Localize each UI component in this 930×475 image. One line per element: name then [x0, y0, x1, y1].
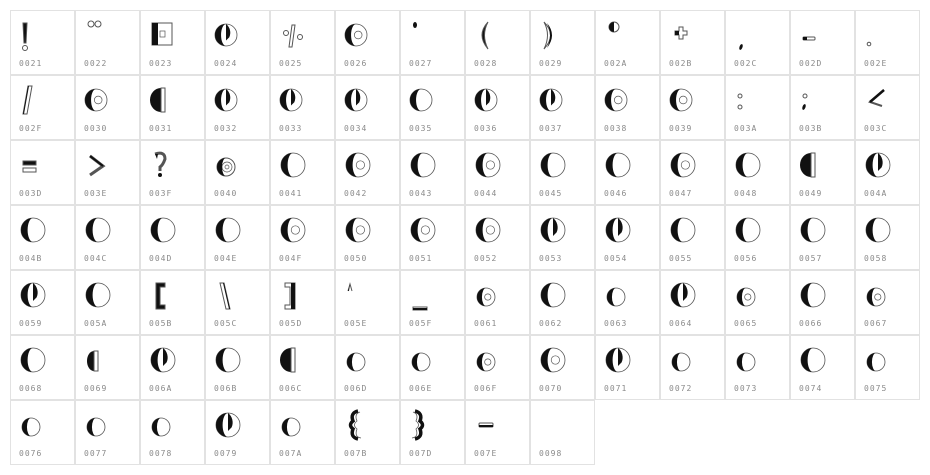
glyph-cell-0069[interactable]	[75, 335, 140, 400]
glyph-code-label: 0064	[669, 319, 693, 328]
glyph-code-label: 0048	[734, 189, 758, 198]
glyph-cell-0029[interactable]	[530, 10, 595, 75]
glyph-cell-0074[interactable]	[790, 335, 855, 400]
glyph-ball-sm-icon	[856, 336, 921, 388]
glyph-cell-0065[interactable]	[725, 270, 790, 335]
glyph-code-label: 0078	[149, 449, 173, 458]
glyph-code-label: 005E	[344, 319, 368, 328]
glyph-code-label: 006C	[279, 384, 303, 393]
glyph-cell-004f[interactable]	[270, 205, 335, 270]
glyph-code-label: 005C	[214, 319, 238, 328]
glyph-half-icon	[141, 76, 206, 128]
glyph-code-label: 0077	[84, 449, 108, 458]
glyph-cell-0049[interactable]	[790, 140, 855, 205]
glyph-ball-sm-icon	[141, 401, 206, 453]
glyph-question-icon	[141, 141, 206, 193]
glyph-cell-0045[interactable]	[530, 140, 595, 205]
glyph-code-label: 0030	[84, 124, 108, 133]
glyph-code-label: 0045	[539, 189, 563, 198]
glyph-cell-0054[interactable]	[595, 205, 660, 270]
glyph-code-label: 0043	[409, 189, 433, 198]
glyph-code-label: 0075	[864, 384, 888, 393]
glyph-empty-icon	[531, 401, 596, 453]
glyph-cell-002d[interactable]	[790, 10, 855, 75]
glyph-cell-0056[interactable]	[725, 205, 790, 270]
glyph-ball-icon	[336, 76, 401, 128]
glyph-equals-icon	[11, 141, 76, 193]
glyph-code-label: 0066	[799, 319, 823, 328]
glyph-ball-sm-icon	[336, 336, 401, 388]
glyph-half-big-icon	[791, 141, 856, 193]
glyph-cell-002c[interactable]	[725, 10, 790, 75]
glyph-code-label: 0031	[149, 124, 173, 133]
glyph-ball-sm-icon	[11, 401, 76, 453]
glyph-cell-006a[interactable]	[140, 335, 205, 400]
glyph-ball-dark-icon	[596, 336, 661, 388]
glyph-ball-c-big-icon	[791, 271, 856, 323]
glyph-code-label: 0032	[214, 124, 238, 133]
glyph-caret-icon	[336, 271, 401, 323]
glyph-cell-003d[interactable]	[10, 140, 75, 205]
glyph-ball-dark-icon	[206, 401, 271, 453]
glyph-code-label: 0055	[669, 254, 693, 263]
glyph-code-label: 005D	[279, 319, 303, 328]
glyph-code-label: 0046	[604, 189, 628, 198]
glyph-cell-0030[interactable]	[75, 75, 140, 140]
glyph-ball-big-icon	[531, 271, 596, 323]
glyph-comma-icon	[726, 11, 791, 63]
glyph-lbracket-icon	[141, 271, 206, 323]
glyph-code-label: 0070	[539, 384, 563, 393]
glyph-cell-0023[interactable]	[140, 10, 205, 75]
glyph-semicolon-icon	[791, 76, 856, 128]
glyph-cell-0041[interactable]	[270, 140, 335, 205]
glyph-cell-007a[interactable]	[270, 400, 335, 465]
glyph-code-label: 002F	[19, 124, 43, 133]
glyph-less-icon	[856, 76, 921, 128]
glyph-code-label: 0026	[344, 59, 368, 68]
glyph-rbrace-icon	[401, 401, 466, 453]
glyph-cell-0027[interactable]	[400, 10, 465, 75]
glyph-ball-c-sm-icon	[596, 271, 661, 323]
glyph-cell-0033[interactable]	[270, 75, 335, 140]
glyph-code-label: 0076	[19, 449, 43, 458]
glyph-code-label: 005A	[84, 319, 108, 328]
glyph-cell-0059[interactable]	[10, 270, 75, 335]
glyph-cell-0066[interactable]	[790, 270, 855, 335]
glyph-code-label: 003C	[864, 124, 888, 133]
glyph-cell-007d[interactable]	[400, 400, 465, 465]
glyph-code-label: 0038	[604, 124, 628, 133]
glyph-ball-big-icon	[271, 141, 336, 193]
glyph-ball-big-icon	[726, 206, 791, 258]
glyph-code-label: 0058	[864, 254, 888, 263]
glyph-quote-icon	[76, 11, 141, 63]
glyph-ball-dark-icon	[596, 206, 661, 258]
glyph-cell-0047[interactable]	[660, 140, 725, 205]
glyph-cell-005c[interactable]	[205, 270, 270, 335]
glyph-code-label: 0098	[539, 449, 563, 458]
glyph-cell-0022[interactable]	[75, 10, 140, 75]
glyph-ball-big-icon	[661, 206, 726, 258]
glyph-code-label: 002E	[864, 59, 888, 68]
glyph-code-label: 0069	[84, 384, 108, 393]
glyph-code-label: 002D	[799, 59, 823, 68]
glyph-ball-c-big-icon	[531, 141, 596, 193]
glyph-lbrace-icon	[336, 401, 401, 453]
glyph-cell-0075[interactable]	[855, 335, 920, 400]
glyph-ball-big-icon	[856, 206, 921, 258]
glyph-code-label: 0034	[344, 124, 368, 133]
glyph-dollar-icon	[206, 11, 271, 63]
glyph-cell-003a[interactable]	[725, 75, 790, 140]
glyph-ball-big-o-icon	[661, 141, 726, 193]
glyph-ball-dark-icon	[661, 271, 726, 323]
glyph-cell-0070[interactable]	[530, 335, 595, 400]
glyph-code-label: 004A	[864, 189, 888, 198]
glyph-cell-004a[interactable]	[855, 140, 920, 205]
glyph-ball-big-o-icon	[401, 206, 466, 258]
glyph-cell-0050[interactable]	[335, 205, 400, 270]
glyph-code-label: 0037	[539, 124, 563, 133]
glyph-cell-0061[interactable]	[465, 270, 530, 335]
glyph-code-label: 0062	[539, 319, 563, 328]
glyph-cell-0063[interactable]	[595, 270, 660, 335]
glyph-cell-0046[interactable]	[595, 140, 660, 205]
glyph-cell-006e[interactable]	[400, 335, 465, 400]
glyph-code-label: 0051	[409, 254, 433, 263]
glyph-code-label: 003A	[734, 124, 758, 133]
glyph-ball-sm-o-icon	[466, 336, 531, 388]
glyph-code-label: 0063	[604, 319, 628, 328]
glyph-dot-icon	[856, 11, 921, 63]
glyph-cell-004e[interactable]	[205, 205, 270, 270]
glyph-code-label: 004B	[19, 254, 43, 263]
glyph-code-label: 0054	[604, 254, 628, 263]
glyph-cell-004d[interactable]	[140, 205, 205, 270]
glyph-ball-c-big-icon	[401, 141, 466, 193]
glyph-code-label: 007A	[279, 449, 303, 458]
glyph-code-label: 0022	[84, 59, 108, 68]
glyph-ball-big-icon	[206, 336, 271, 388]
glyph-ball-sm-o-icon	[856, 271, 921, 323]
glyph-cell-0073[interactable]	[725, 335, 790, 400]
glyph-cell-0057[interactable]	[790, 205, 855, 270]
glyph-ball-big-icon	[791, 206, 856, 258]
glyph-code-label: 003E	[84, 189, 108, 198]
glyph-ball-icon	[531, 76, 596, 128]
glyph-code-label: 0053	[539, 254, 563, 263]
glyph-ball-dark-icon	[11, 271, 76, 323]
glyph-code-label: 0035	[409, 124, 433, 133]
glyph-cell-0051[interactable]	[400, 205, 465, 270]
glyph-cell-006d[interactable]	[335, 335, 400, 400]
glyph-code-label: 0042	[344, 189, 368, 198]
glyph-cell-003e[interactable]	[75, 140, 140, 205]
glyph-cell-0067[interactable]	[855, 270, 920, 335]
glyph-cell-0026[interactable]	[335, 10, 400, 75]
glyph-cell-0098[interactable]	[530, 400, 595, 465]
glyph-ball-sm-icon	[76, 401, 141, 453]
glyph-ball-o-icon	[76, 76, 141, 128]
glyph-cell-0034[interactable]	[335, 75, 400, 140]
glyph-code-label: 0040	[214, 189, 238, 198]
glyph-cell-0032[interactable]	[205, 75, 270, 140]
glyph-ball-o-icon	[661, 76, 726, 128]
glyph-ball-c-sm-icon	[661, 336, 726, 388]
glyph-ball-big-o-icon	[531, 336, 596, 388]
glyph-code-label: 002A	[604, 59, 628, 68]
glyph-underscore-icon	[401, 271, 466, 323]
glyph-ball-sm-icon	[401, 336, 466, 388]
glyph-code-label: 0057	[799, 254, 823, 263]
glyph-cell-002b[interactable]	[660, 10, 725, 75]
glyph-cell-0035[interactable]	[400, 75, 465, 140]
glyph-cell-003b[interactable]	[790, 75, 855, 140]
glyph-code-label: 007D	[409, 449, 433, 458]
glyph-ball-big-o-icon	[336, 141, 401, 193]
glyph-cell-004c[interactable]	[75, 205, 140, 270]
glyph-cell-0044[interactable]	[465, 140, 530, 205]
glyph-cell-0058[interactable]	[855, 205, 920, 270]
glyph-ball-big-o-icon	[336, 206, 401, 258]
glyph-ball-sm-o-icon	[726, 271, 791, 323]
glyph-cell-0062[interactable]	[530, 270, 595, 335]
glyph-code-label: 0071	[604, 384, 628, 393]
glyph-cell-0036[interactable]	[465, 75, 530, 140]
glyph-code-label: 003D	[19, 189, 43, 198]
glyph-slash-icon	[11, 76, 76, 128]
glyph-code-label: 006B	[214, 384, 238, 393]
glyph-cell-0072[interactable]	[660, 335, 725, 400]
glyph-tilde-icon	[466, 401, 531, 453]
glyph-cell-002e[interactable]	[855, 10, 920, 75]
glyph-ball-c-icon	[401, 76, 466, 128]
glyph-cell-002a[interactable]	[595, 10, 660, 75]
glyph-exclaim-icon	[11, 11, 76, 63]
glyph-code-label: 0079	[214, 449, 238, 458]
glyph-rbracket-icon	[271, 271, 336, 323]
glyph-ball-big-o-icon	[271, 206, 336, 258]
glyph-plus-icon	[661, 11, 726, 63]
glyph-cell-0048[interactable]	[725, 140, 790, 205]
glyph-ball-c-sm-icon	[726, 336, 791, 388]
glyph-cell-0037[interactable]	[530, 75, 595, 140]
glyph-greater-icon	[76, 141, 141, 193]
glyph-cell-005b[interactable]	[140, 270, 205, 335]
glyph-cell-005e[interactable]	[335, 270, 400, 335]
glyph-code-label: 002B	[669, 59, 693, 68]
glyph-apos-icon	[401, 11, 466, 63]
glyph-cell-005d[interactable]	[270, 270, 335, 335]
glyph-code-label: 007B	[344, 449, 368, 458]
glyph-code-label: 0033	[279, 124, 303, 133]
glyph-star-icon	[596, 11, 661, 63]
glyph-code-label: 0073	[734, 384, 758, 393]
glyph-amp-icon	[336, 11, 401, 63]
glyph-percent-icon	[271, 11, 336, 63]
glyph-code-label: 0044	[474, 189, 498, 198]
glyph-lparen-icon	[466, 11, 531, 63]
glyph-code-label: 0028	[474, 59, 498, 68]
glyph-ball-sm-icon	[271, 401, 336, 453]
glyph-cell-006f[interactable]	[465, 335, 530, 400]
glyph-cell-0031[interactable]	[140, 75, 205, 140]
glyph-code-label: 0041	[279, 189, 303, 198]
glyph-cell-0064[interactable]	[660, 270, 725, 335]
glyph-ball-big-icon	[206, 206, 271, 258]
glyph-code-label: 0061	[474, 319, 498, 328]
glyph-code-label: 007E	[474, 449, 498, 458]
glyph-half-big-icon	[271, 336, 336, 388]
glyph-code-label: 0029	[539, 59, 563, 68]
glyph-ball-big-o-icon	[466, 141, 531, 193]
glyph-ball-dark-icon	[141, 336, 206, 388]
glyph-cell-0077[interactable]	[75, 400, 140, 465]
glyph-cell-007e[interactable]	[465, 400, 530, 465]
glyph-cell-0079[interactable]	[205, 400, 270, 465]
glyph-ball-dark-icon	[856, 141, 921, 193]
glyph-ball-sm-o-icon	[466, 271, 531, 323]
glyph-code-label: 0059	[19, 319, 43, 328]
glyph-code-label: 0056	[734, 254, 758, 263]
glyph-code-label: 004C	[84, 254, 108, 263]
glyph-code-label: 002C	[734, 59, 758, 68]
glyph-code-label: 005B	[149, 319, 173, 328]
glyph-cell-0055[interactable]	[660, 205, 725, 270]
glyph-cell-003f[interactable]	[140, 140, 205, 205]
glyph-cell-006c[interactable]	[270, 335, 335, 400]
glyph-code-label: 0047	[669, 189, 693, 198]
glyph-cell-004b[interactable]	[10, 205, 75, 270]
glyph-code-label: 0052	[474, 254, 498, 263]
glyph-cell-0071[interactable]	[595, 335, 660, 400]
glyph-cell-0076[interactable]	[10, 400, 75, 465]
glyph-backslash-icon	[206, 271, 271, 323]
glyph-ball-big-o-icon	[466, 206, 531, 258]
glyph-code-label: 004E	[214, 254, 238, 263]
glyph-cell-003c[interactable]	[855, 75, 920, 140]
glyph-ball-c-big-icon	[596, 141, 661, 193]
glyph-cell-007b[interactable]	[335, 400, 400, 465]
glyph-cell-0025[interactable]	[270, 10, 335, 75]
glyph-code-label: 0072	[669, 384, 693, 393]
glyph-cell-0028[interactable]	[465, 10, 530, 75]
glyph-cell-002f[interactable]	[10, 75, 75, 140]
glyph-code-label: 004D	[149, 254, 173, 263]
glyph-ball-c-big-icon	[791, 336, 856, 388]
glyph-cell-0078[interactable]	[140, 400, 205, 465]
glyph-ball-2-icon	[206, 76, 271, 128]
glyph-code-label: 006E	[409, 384, 433, 393]
glyph-code-label: 0065	[734, 319, 758, 328]
glyph-code-label: 004F	[279, 254, 303, 263]
glyph-code-label: 0024	[214, 59, 238, 68]
glyph-code-label: 0021	[19, 59, 43, 68]
glyph-cell-0024[interactable]	[205, 10, 270, 75]
glyph-cell-0043[interactable]	[400, 140, 465, 205]
glyph-ball-icon	[466, 76, 531, 128]
glyph-dash-icon	[791, 11, 856, 63]
glyph-cell-0053[interactable]	[530, 205, 595, 270]
glyph-half-sm-icon	[76, 336, 141, 388]
glyph-hash-icon	[141, 11, 206, 63]
glyph-code-label: 003B	[799, 124, 823, 133]
glyph-code-label: 0027	[409, 59, 433, 68]
glyph-ball-o-icon	[596, 76, 661, 128]
glyph-at-icon	[206, 141, 271, 193]
glyph-code-label: 003F	[149, 189, 173, 198]
glyph-code-label: 006F	[474, 384, 498, 393]
glyph-code-label: 006D	[344, 384, 368, 393]
glyph-code-label: 005F	[409, 319, 433, 328]
glyph-cell-0040[interactable]	[205, 140, 270, 205]
glyph-code-label: 006A	[149, 384, 173, 393]
glyph-cell-006b[interactable]	[205, 335, 270, 400]
glyph-ball-big-icon	[76, 271, 141, 323]
glyph-cell-0052[interactable]	[465, 205, 530, 270]
glyph-cell-005a[interactable]	[75, 270, 140, 335]
glyph-colon-icon	[726, 76, 791, 128]
glyph-code-label: 0068	[19, 384, 43, 393]
glyph-code-label: 0039	[669, 124, 693, 133]
glyph-code-label: 0074	[799, 384, 823, 393]
glyph-cell-0038[interactable]	[595, 75, 660, 140]
glyph-code-label: 0050	[344, 254, 368, 263]
glyph-ball-big-icon	[11, 206, 76, 258]
glyph-rparen-icon	[531, 11, 596, 63]
glyph-ball-big-icon	[11, 336, 76, 388]
glyph-ball-dark-icon	[531, 206, 596, 258]
glyph-code-label: 0067	[864, 319, 888, 328]
glyph-code-label: 0023	[149, 59, 173, 68]
glyph-cell-005f[interactable]	[400, 270, 465, 335]
glyph-code-label: 0025	[279, 59, 303, 68]
glyph-cell-0042[interactable]	[335, 140, 400, 205]
glyph-ball-big-icon	[76, 206, 141, 258]
glyph-ball-icon	[271, 76, 336, 128]
glyph-cell-0021[interactable]	[10, 10, 75, 75]
glyph-cell-0039[interactable]	[660, 75, 725, 140]
glyph-code-label: 0049	[799, 189, 823, 198]
glyph-cell-0068[interactable]	[10, 335, 75, 400]
glyph-code-label: 0036	[474, 124, 498, 133]
glyph-ball-big-icon	[726, 141, 791, 193]
glyph-ball-big-icon	[141, 206, 206, 258]
